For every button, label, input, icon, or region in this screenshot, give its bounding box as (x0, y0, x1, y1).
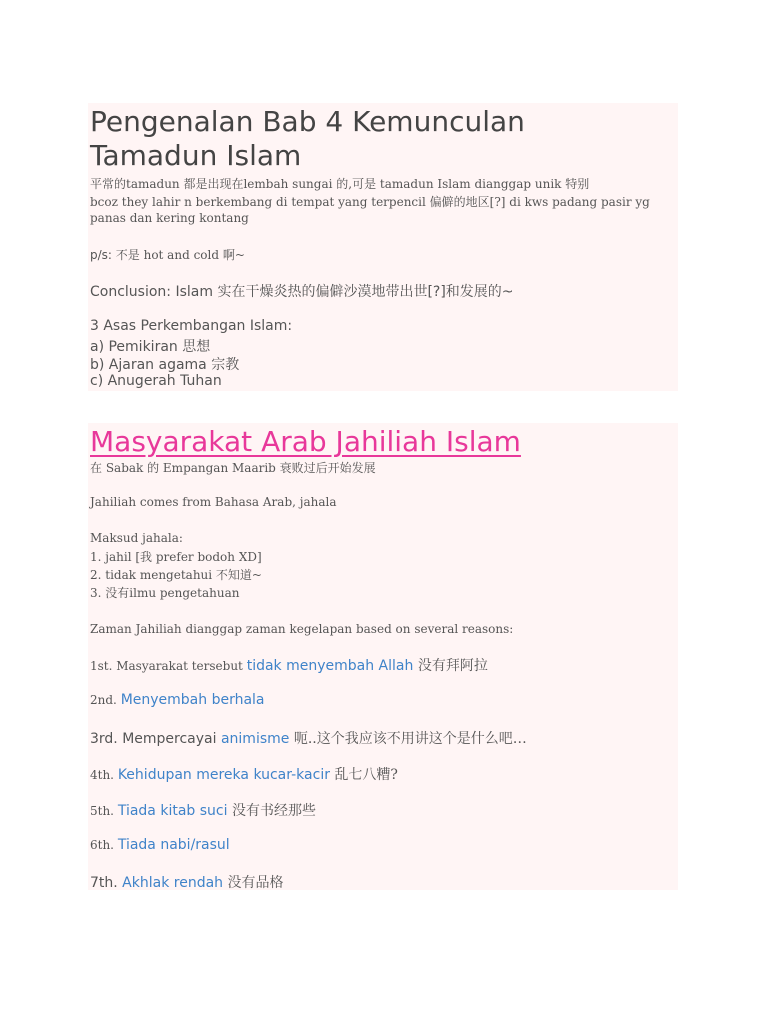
ps-text: 不是 hot and cold 啊~ (115, 248, 245, 262)
reason-link[interactable]: Akhlak rendah (122, 875, 224, 891)
paragraph-line: bcoz they lahir n berkembang di tempat yang terpencil 偏僻的地区[?] di kws padang pasir yg (90, 195, 650, 209)
ps-prefix: p/s: (90, 248, 116, 262)
conclusion: Conclusion: Islam 实在干燥炎热的偏僻沙漠地带出世[?]和发展的~ (90, 284, 514, 300)
reason-link[interactable]: tidak menyembah Allah (246, 658, 414, 674)
paragraph-line: panas dan kering kontang (90, 211, 249, 225)
title-line-1: Pengenalan Bab 4 Kemunculan (90, 105, 525, 138)
section-jahiliah (88, 423, 678, 890)
reason-item (90, 764, 398, 784)
asas-item: a) Pemikiran 思想 (90, 339, 211, 355)
reason-label: 3rd. Mempercayai (90, 731, 221, 747)
reason-note: 乱七八糟? (329, 767, 398, 783)
reason-label: 7th. (90, 875, 123, 891)
section-title-link[interactable]: Masyarakat Arab Jahiliah Islam (90, 425, 521, 458)
reasons-heading: Zaman Jahiliah dianggap zaman kegelapan based on several reasons: (90, 622, 514, 636)
reason-note: 没有品格 (223, 875, 284, 891)
asas-heading: 3 Asas Perkembangan Islam: (90, 318, 293, 334)
reason-label: 6th. (90, 838, 118, 852)
reason-link[interactable]: Menyembah berhala (120, 692, 265, 708)
maksud-item: 2. tidak mengetahui 不知道~ (90, 568, 262, 582)
reason-label: 1st. Masyarakat tersebut (90, 659, 247, 673)
reason-item (90, 800, 316, 820)
intro-line: 在 Sabak 的 Empangan Maarib 衰败过后开始发展 (90, 461, 376, 475)
maksud-item: 1. jahil [我 prefer bodoh XD] (90, 550, 262, 564)
section-title (90, 105, 525, 173)
reason-note: 没有拜阿拉 (413, 658, 488, 674)
reason-label: 2nd. (90, 693, 121, 707)
section-intro (88, 103, 678, 391)
reason-link[interactable]: Tiada nabi/rasul (117, 837, 230, 853)
reason-note: 没有书经那些 (227, 803, 316, 819)
reason-item (90, 872, 283, 892)
reason-item (90, 836, 230, 854)
reason-item (90, 655, 488, 675)
reason-link[interactable]: animisme (220, 731, 290, 747)
maksud-heading: Maksud jahala: (90, 531, 183, 545)
title-line-2: Tamadun Islam (90, 139, 302, 172)
reason-label: 4th. (90, 768, 118, 782)
maksud-item: 3. 没有ilmu pengetahuan (90, 586, 240, 600)
asas-item: b) Ajaran agama 宗教 (90, 357, 240, 373)
ps-note (90, 246, 245, 263)
reason-link[interactable]: Tiada kitab suci (117, 803, 228, 819)
reason-label: 5th. (90, 804, 118, 818)
reason-note: 呃..这个我应该不用讲这个是什么吧… (289, 731, 527, 747)
reason-item (90, 728, 527, 748)
origin-line: Jahiliah comes from Bahasa Arab, jahala (90, 495, 337, 509)
reason-link[interactable]: Kehidupan mereka kucar-kacir (117, 767, 330, 783)
paragraph-line: 平常的tamadun 都是出现在lembah sungai 的,可是 tamadun Islam dianggap unik 特别 (90, 177, 590, 191)
reason-item (90, 691, 265, 709)
asas-item: c) Anugerah Tuhan (90, 373, 222, 389)
